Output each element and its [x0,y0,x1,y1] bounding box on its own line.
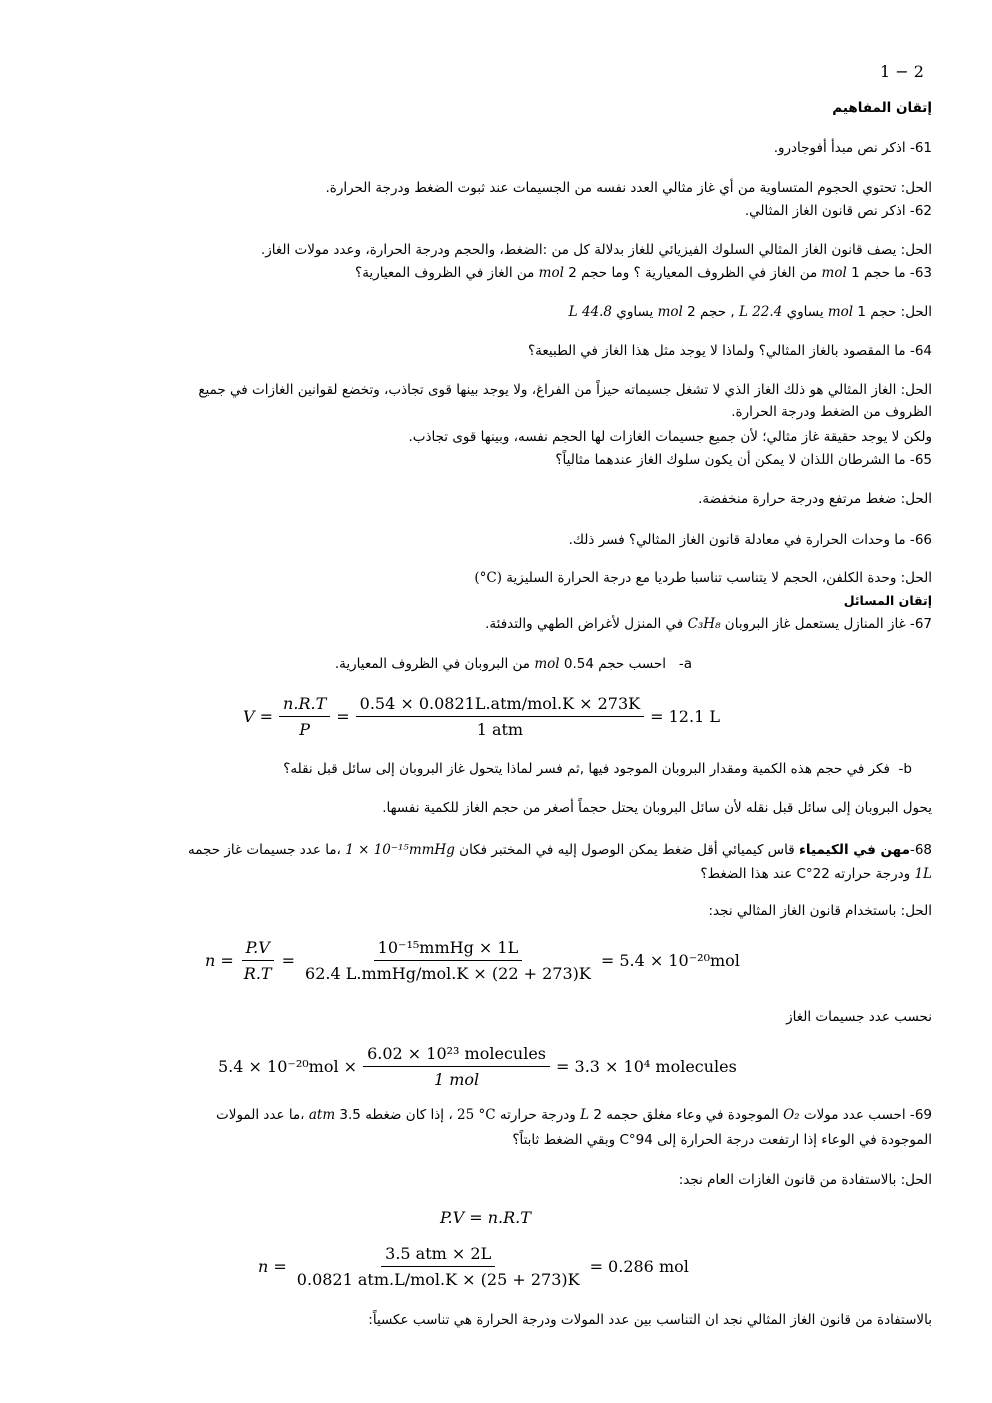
equation-69-moles: n = $\frac{\text{3.5 atm × 2L}}{\text{0.0821 atm.L/mol.K × (25 + 273)K}}$ = 0.286 mol [258,1244,689,1289]
question-64: 64- ما المقصود بالغاز المثالي؟ ولماذا لا يوجد مثل هذا الغاز في الطبيعة؟ [528,343,932,359]
answer-66: الحل: وحدة الكلفن، الحجم لا يتناسب تناسبا طرديا مع درجة الحرارة السليزية (°C) [474,570,932,586]
question-67b: b- فكر في حجم هذه الكمية ومقدار البروبان الموجود فيها ,ثم فسر لماذا يتحول غاز البروبان إلى سائل قبل نقله؟ [283,761,912,777]
equation-68-moles: n = $\frac{P.V}{R.T}$ = $\frac{\text{10⁻¹⁵mmHg × 1L}}{\text{62.4 L.mmHg/mol.K × (22 + 273)K}}$ = 5.4 × 10⁻²⁰mol [205,938,740,983]
count-intro-68: نحسب عدد جسيمات الغاز [786,1009,932,1025]
answer-69-closing: بالاستفادة من قانون الغاز المثالي نجد ان التناسب بين عدد المولات ودرجة الحرارة هي تناسب عكسياً: [368,1312,932,1328]
question-68-line-1: 68-مهن في الكيمياء قاس كيميائي أقل ضغط يمكن الوصول إليه في المختبر فكان 1 × 10⁻¹⁵mmHg ،ما عدد جسيمات غاز حجمه [188,842,932,858]
answer-65: الحل: ضغط مرتفع ودرجة حرارة منخفضة. [698,491,932,507]
answer-64-line-2: الظروف من الضغط ودرجة الحرارة. [731,404,932,420]
answer-62: الحل: يصف قانون الغاز المثالي السلوك الفيزيائي للغاز بدلالة كل من :الضغط، والحجم ودرجة الحرارة، وعدد مولات الغاز. [260,242,932,258]
equation-69-ideal-gas: P.V = n.R.T [440,1208,531,1227]
question-67a: a- احسب حجم 0.54 mol من البروبان في الظروف المعيارية. [334,656,692,672]
question-63: 63- ما حجم 1 mol من الغاز في الظروف المعيارية ؟ وما حجم 2 mol من الغاز في الظروف المعيارية؟ [355,265,932,281]
answer-68-intro: الحل: باستخدام قانون الغاز المثالي نجد: [708,903,932,919]
question-67: 67- غاز المنازل يستعمل غاز البروبان C₃H₈ في المنزل لأغراض الطهي والتدفئة. [485,616,932,632]
question-69-line-2: الموجودة في الوعاء إذا ارتفعت درجة الحرارة إلى 94°C وبقي الضغط ثابتاً؟ [512,1132,932,1148]
equation-68-molecules: 5.4 × 10⁻²⁰mol × $\frac{\text{6.02 × 10²³ molecules}}{\text{1 mol}}$ = 3.3 × 10⁴ molecules [218,1044,737,1089]
page-number: 1 − 2 [880,62,924,81]
equation-67a: V = $\frac{n.R.T}{P}$ = $\frac{\text{0.54 × 0.0821L.atm/mol.K × 273K}}{\text{1 atm}}$ = 12.1 L [243,694,720,739]
answer-64-line-1: الحل: الغاز المثالي هو ذلك الغاز الذي لا تشغل جسيماته حيزاً من الفراغ، ولا يوجد بينها قوى تجاذب، وتخضع لقوانين الغازات في جميع [198,382,932,398]
question-66: 66- ما وحدات الحرارة في معادلة قانون الغاز المثالي؟ فسر ذلك. [568,532,932,548]
section-heading-problems: إتقان المسائل [843,593,932,608]
answer-69-intro: الحل: بالاستفادة من قانون الغازات العام نجد: [678,1172,932,1188]
question-68-line-2: 1L ودرجة حرارته 22°C عند هذا الضغط؟ [700,866,932,882]
section-heading-concepts: إتقان المفاهيم [832,100,932,116]
question-69-line-1: 69- احسب عدد مولات O₂ الموجودة في وعاء مغلق حجمه 2 L ودرجة حرارته 25 °C ، إذا كان ضغطه 3.5 atm ،ما عدد المولات [216,1107,932,1123]
answer-61: الحل: تحتوي الحجوم المتساوية من أي غاز مثالي العدد نفسه من الجسيمات عند ثبوت الضغط ودرجة الحرارة. [325,180,932,196]
answer-67b: يحول البروبان إلى سائل قبل نقله لأن سائل البروبان يحتل حجماً أصغر من حجم الغاز للكمية نفسها. [382,800,932,816]
question-61: 61- اذكر نص مبدأ أفوجادرو. [773,140,932,156]
answer-64-line-3: ولكن لا يوجد حقيقة غاز مثالي؛ لأن جميع جسيمات الغازات لها الحجم نفسه، وبينها قوى تجاذب. [408,429,932,445]
answer-63: الحل: حجم 1 mol يساوي 22.4 L , حجم 2 mol يساوي 44.8 L [568,304,932,320]
question-65: 65- ما الشرطان اللذان لا يمكن أن يكون سلوك الغاز عندهما مثالياً؟ [555,452,932,468]
question-62: 62- اذكر نص قانون الغاز المثالي. [744,203,932,219]
